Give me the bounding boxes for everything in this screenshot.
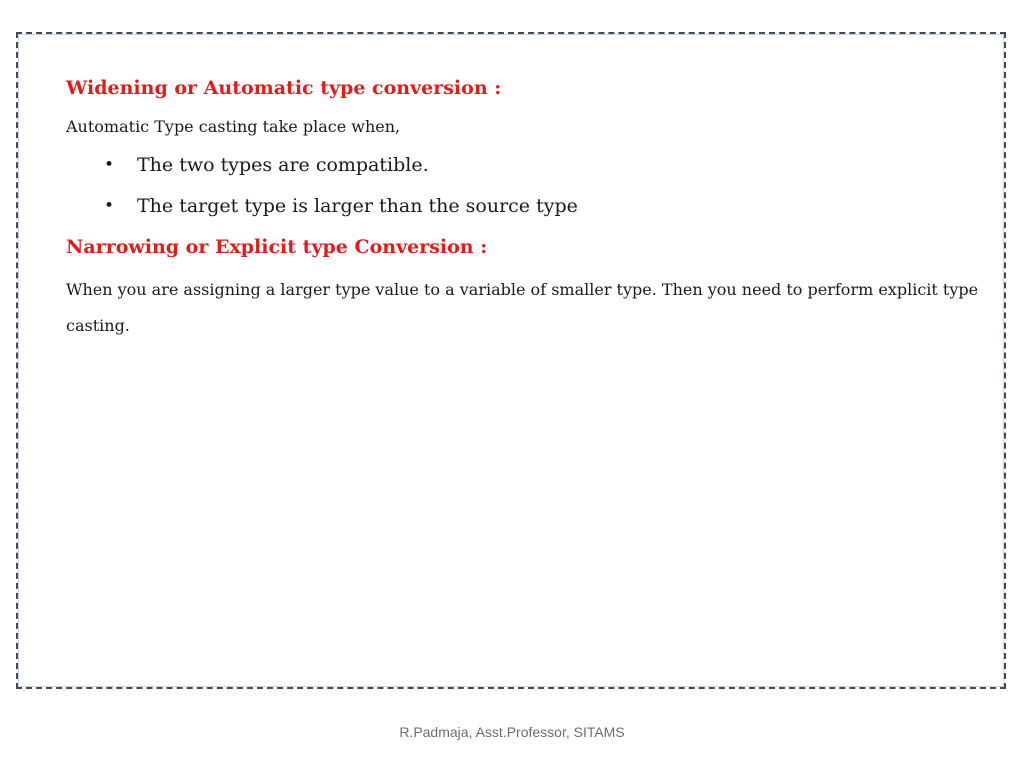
heading-narrowing: Narrowing or Explicit type Conversion : bbox=[66, 236, 488, 258]
intro-text: Automatic Type casting take place when, bbox=[66, 117, 401, 136]
bullet-list bbox=[66, 151, 966, 233]
explanation-paragraph: When you are assigning a larger type value to a variable of smaller type. Then you need to perform explicit type casting. bbox=[66, 280, 979, 335]
list-item bbox=[66, 192, 966, 233]
slide-frame bbox=[16, 32, 1006, 689]
bullet-text: The target type is larger than the source type bbox=[137, 195, 578, 217]
bullet-icon: • bbox=[104, 155, 115, 175]
footer-credit: R.Padmaja, Asst.Professor, SITAMS bbox=[399, 724, 625, 740]
list-item bbox=[66, 151, 966, 192]
bullet-icon: • bbox=[104, 196, 115, 216]
bullet-text: The two types are compatible. bbox=[137, 154, 429, 176]
heading-widening: Widening or Automatic type conversion : bbox=[66, 77, 502, 99]
